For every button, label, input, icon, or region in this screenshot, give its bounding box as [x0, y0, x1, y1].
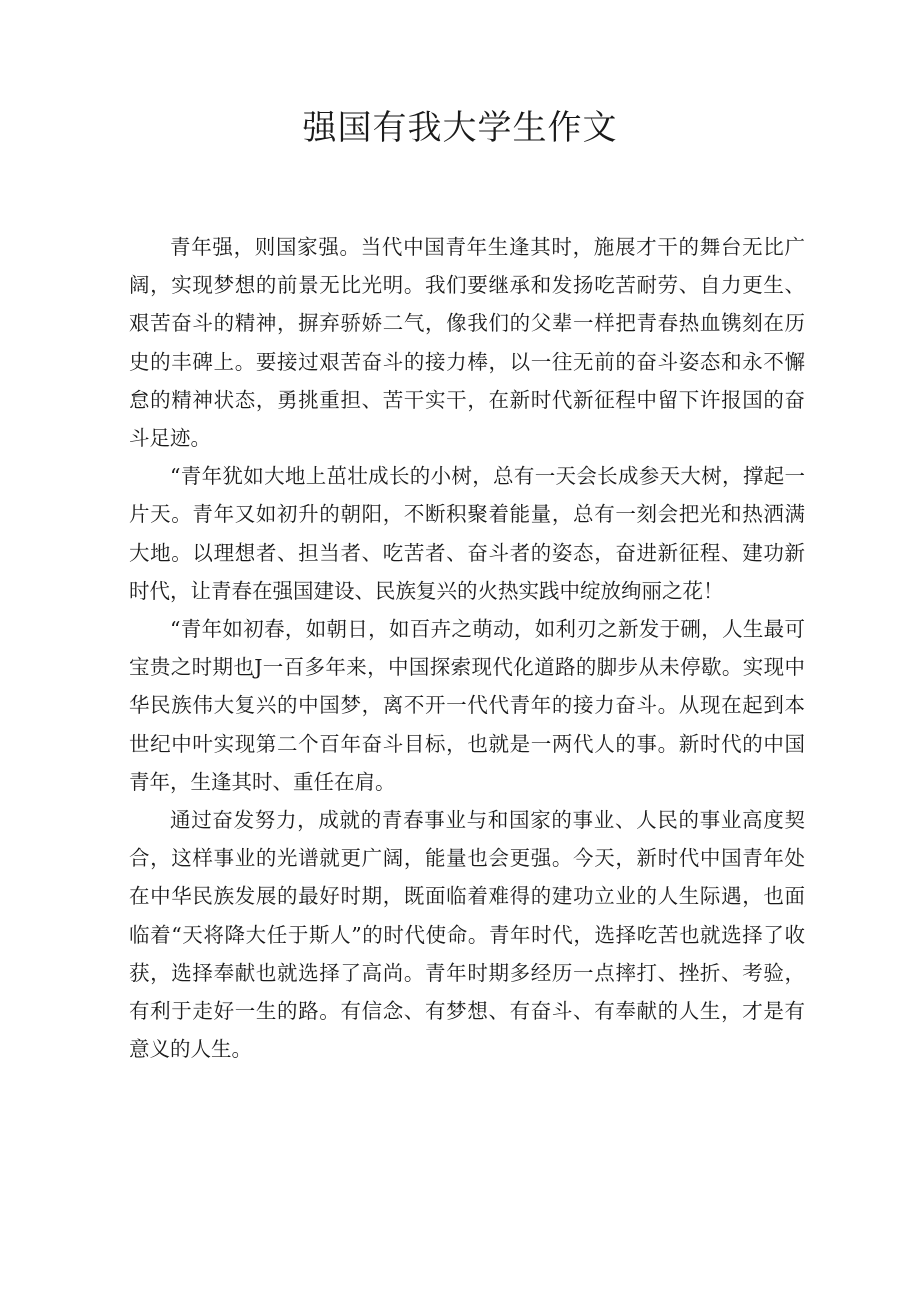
document-body: [129, 228, 805, 1068]
paragraph-2: “青年犹如大地上茁壮成长的小树，总有一天会长成参天大树，撑起一片天。青年又如初升的朝阳，不断积聚着能量，总有一刻会把光和热洒满大地。以理想者、担当者、吃苦者、奋斗者的姿态，奋进新征程、建功新时代，让青春在强国建设、民族复兴的火热实践中绽放绚丽之花！: [129, 464, 805, 603]
paragraph-4: 通过奋发努力，成就的青春事业与和国家的事业、人民的事业高度契合，这样事业的光谱就更广阔，能量也会更强。今天，新时代中国青年处在中华民族发展的最好时期，既面临着难得的建功立业的人生际遇，也面临着“天将降大任于斯人”的时代使命。青年时代，选择吃苦也就选择了收获，选择奉献也就选择了高尚。青年时期多经历一点摔打、挫折、考验，有利于走好一生的路。有信念、有梦想、有奋斗、有奉献的人生，才是有意义的人生。: [129, 808, 805, 1062]
document-title: 强国有我大学生作文: [302, 108, 618, 148]
paragraph-1: 青年强，则国家强。当代中国青年生逢其时，施展才干的舞台无比广阔，实现梦想的前景无比光明。我们要继承和发扬吃苦耐劳、自力更生、艰苦奋斗的精神，摒弃骄娇二气，像我们的父辈一样把青春热血镌刻在历史的丰碑上。要接过艰苦奋斗的接力棒，以一往无前的奋斗姿态和永不懈怠的精神状态，勇挑重担、苦干实干，在新时代新征程中留下许报国的奋斗足迹。: [129, 235, 805, 451]
paragraph-3: “青年如初春，如朝日，如百卉之萌动，如利刃之新发于硎，人生最可宝贵之时期也J一百多年来，中国探索现代化道路的脚步从未停歇。实现中华民族伟大复兴的中国梦，离不开一代代青年的接力奋斗。从现在起到本世纪中叶实现第二个百年奋斗目标，也就是一两代人的事。新时代的中国青年，生逢其时、重任在肩。: [129, 617, 805, 794]
